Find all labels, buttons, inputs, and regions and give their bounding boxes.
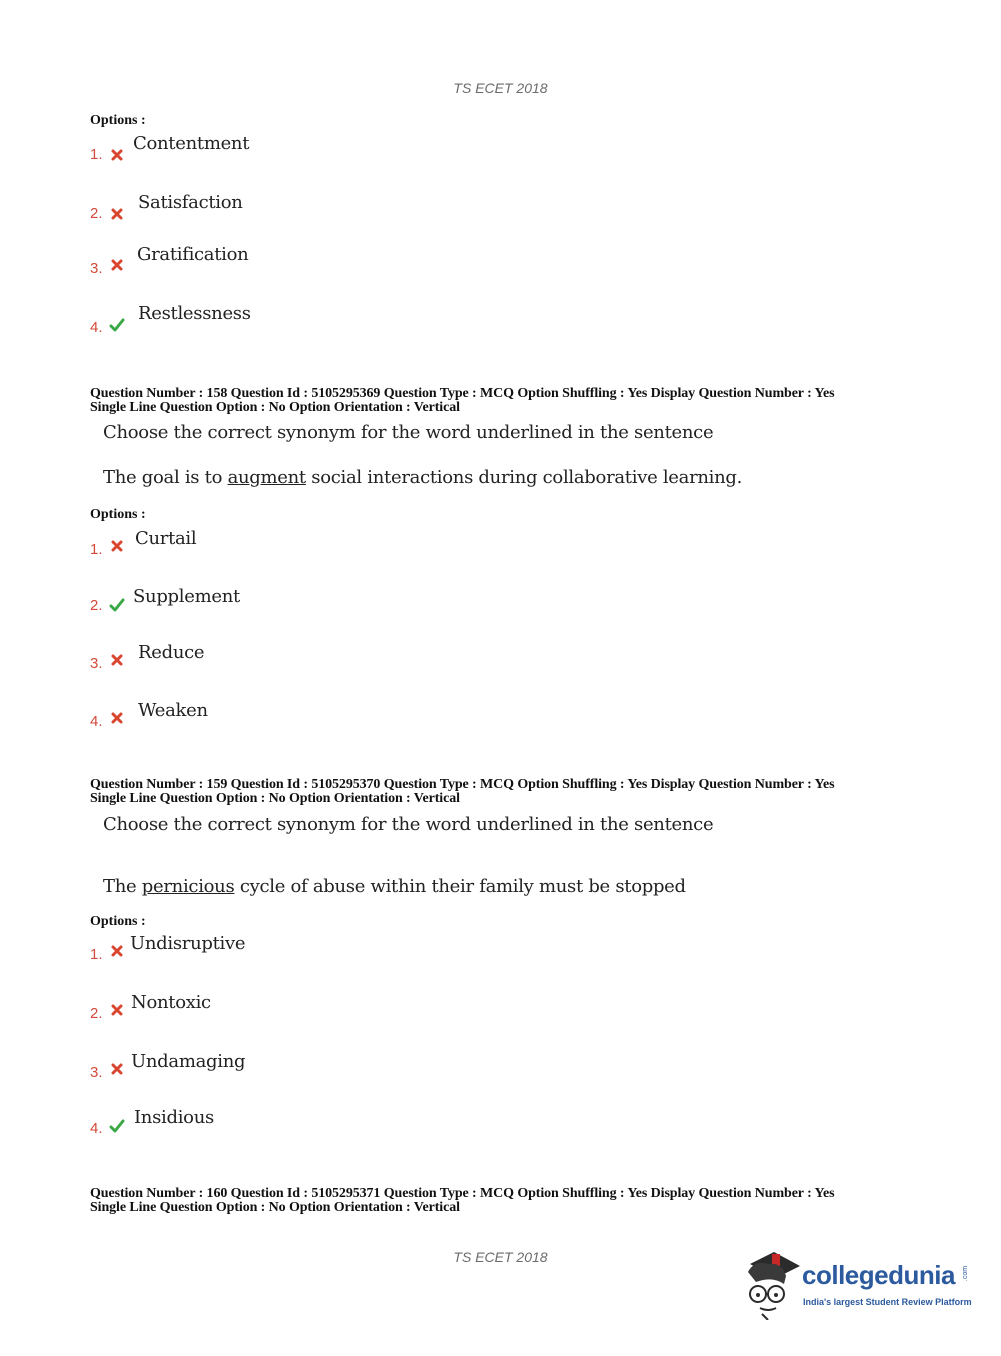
option-item <box>90 933 490 963</box>
cross-icon <box>109 257 125 273</box>
option-item <box>90 192 490 222</box>
option-number: 1. <box>90 541 103 558</box>
option-item <box>90 1051 490 1081</box>
question-meta-line: Question Number : 160 Question Id : 5105295371 Question Type : MCQ Option Shuffling : Yes Display Question Number : Yes <box>90 1186 835 1201</box>
collegedunia-logo <box>742 1250 972 1320</box>
cross-icon <box>109 147 125 163</box>
mascot-icon <box>742 1250 800 1320</box>
option-item <box>90 528 490 558</box>
question-sentence <box>103 467 742 488</box>
sentence-part: social interactions during collaborative learning. <box>305 467 743 488</box>
option-number: 2. <box>90 1005 103 1022</box>
cross-icon <box>109 1061 125 1077</box>
question-meta-line: Question Number : 158 Question Id : 5105295369 Question Type : MCQ Option Shuffling : Yes Display Question Number : Yes <box>90 386 835 401</box>
option-item <box>90 586 490 614</box>
sentence-part: cycle of abuse within their family must be stopped <box>234 876 686 897</box>
option-item <box>90 133 490 163</box>
options-label: Options : <box>90 507 146 522</box>
option-item <box>90 992 490 1022</box>
option-item <box>90 244 490 277</box>
cross-icon <box>109 652 125 668</box>
question-sentence <box>103 876 686 897</box>
options-label: Options : <box>90 914 146 929</box>
option-number: 3. <box>90 1064 103 1081</box>
option-number: 1. <box>90 946 103 963</box>
sentence-part: The goal is to <box>103 467 228 488</box>
underlined-word: augment <box>227 467 306 488</box>
option-number: 4. <box>90 319 103 336</box>
option-number: 2. <box>90 205 103 222</box>
page-footer: TS ECET 2018 <box>453 1249 548 1265</box>
check-icon <box>109 1118 125 1134</box>
page-header: TS ECET 2018 <box>453 80 548 96</box>
question-meta-line: Question Number : 159 Question Id : 5105295370 Question Type : MCQ Option Shuffling : Yes Display Question Number : Yes <box>90 777 835 792</box>
check-icon <box>109 317 125 333</box>
option-text: Undamaging <box>131 1051 246 1072</box>
option-item <box>90 1107 490 1137</box>
question-instruction: Choose the correct synonym for the word underlined in the sentence <box>103 814 714 835</box>
sentence-part: The <box>103 876 142 897</box>
option-text: Weaken <box>138 700 208 721</box>
option-text: Nontoxic <box>131 992 211 1013</box>
check-icon <box>109 597 125 613</box>
option-text: Contentment <box>133 133 250 154</box>
cross-icon <box>109 710 125 726</box>
question-meta <box>90 1187 834 1215</box>
option-number: 1. <box>90 146 103 163</box>
option-number: 3. <box>90 655 103 672</box>
question-meta-line: Single Line Question Option : No Option Orientation : Vertical <box>90 400 460 415</box>
option-item <box>90 700 490 730</box>
option-number: 4. <box>90 713 103 730</box>
question-meta-line: Single Line Question Option : No Option Orientation : Vertical <box>90 1200 460 1215</box>
question-meta <box>90 387 834 415</box>
option-number: 4. <box>90 1120 103 1137</box>
question-meta-line: Single Line Question Option : No Option Orientation : Vertical <box>90 791 460 806</box>
cross-icon <box>109 1002 125 1018</box>
option-text: Insidious <box>134 1107 214 1128</box>
option-item <box>90 642 490 672</box>
underlined-word: pernicious <box>141 876 235 897</box>
question-meta <box>90 778 834 806</box>
option-text: Undisruptive <box>130 933 246 954</box>
brand-suffix: .com <box>962 1265 970 1282</box>
option-text: Satisfaction <box>138 192 243 213</box>
cross-icon <box>109 943 125 959</box>
brand-name: collegedunia <box>802 1260 955 1290</box>
option-number: 2. <box>90 597 103 614</box>
question-instruction: Choose the correct synonym for the word underlined in the sentence <box>103 422 714 443</box>
option-text: Restlessness <box>138 303 251 324</box>
options-label: Options : <box>90 113 146 128</box>
cross-icon <box>109 206 125 222</box>
option-number: 3. <box>90 260 103 277</box>
brand-tagline: India's largest Student Review Platform <box>803 1297 972 1307</box>
option-item <box>90 303 490 336</box>
option-text: Curtail <box>135 528 197 549</box>
option-text: Gratification <box>137 244 249 265</box>
option-text: Supplement <box>133 586 240 607</box>
option-text: Reduce <box>138 642 205 663</box>
cross-icon <box>109 538 125 554</box>
